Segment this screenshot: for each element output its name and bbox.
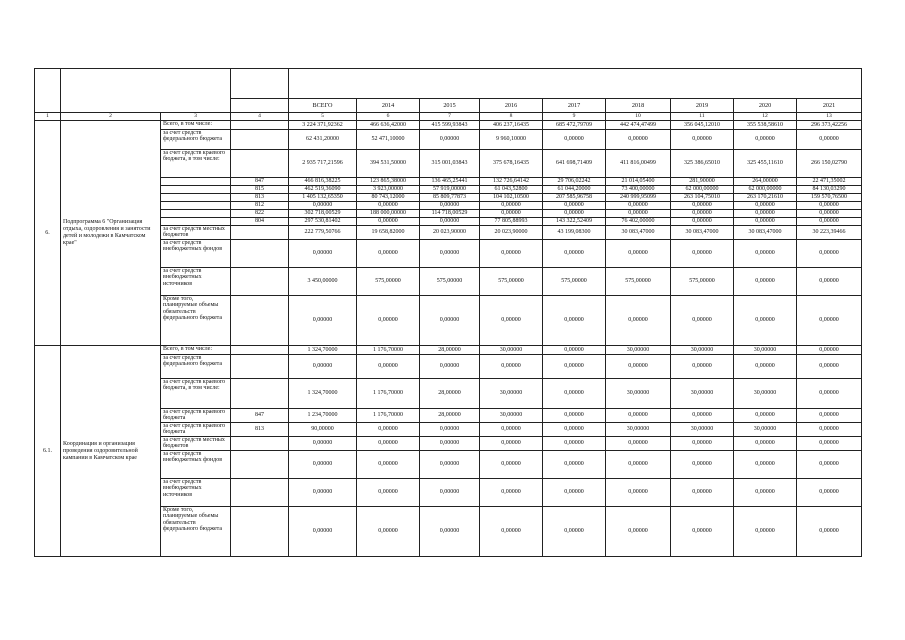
section2-value-cell: 28,00000 <box>420 346 480 355</box>
section1-value-cell: 143 322,52409 <box>543 218 606 226</box>
section1-value-cell: 356 045,12010 <box>671 121 734 130</box>
section1-value-cell: 411 816,00499 <box>606 150 671 178</box>
section2-value-cell: 0,00000 <box>797 451 862 479</box>
section1-value-cell: 264,00000 <box>734 178 797 186</box>
section1-value-cell: 0,00000 <box>671 210 734 218</box>
section2-value-cell: 0,00000 <box>797 507 862 557</box>
section2-value-cell: 0,00000 <box>480 479 543 507</box>
section2-value-cell: 0,00000 <box>289 479 357 507</box>
section1-value-cell: 442 474,47499 <box>606 121 671 130</box>
section2-value-cell: 28,00000 <box>420 409 480 423</box>
section2-value-cell: 0,00000 <box>671 479 734 507</box>
section1-value-cell: 0,00000 <box>289 202 357 210</box>
section1-value-cell: 30 083,47000 <box>734 226 797 240</box>
section2-value-cell: 0,00000 <box>606 355 671 379</box>
section2-value-cell: 0,00000 <box>606 451 671 479</box>
section1-value-cell: 0,00000 <box>606 210 671 218</box>
section2-row-label: Всего, в том числе: <box>161 346 231 355</box>
section2-row-label: за счет средств местных бюджетов <box>161 437 231 451</box>
section2-row-code: 813 <box>231 423 289 437</box>
section1-value-cell: 575,00000 <box>543 268 606 296</box>
section1-value-cell: 73 400,00000 <box>606 186 671 194</box>
section2-row-label: за счет средств федерального бюджета <box>161 355 231 379</box>
section2-value-cell: 0,00000 <box>671 355 734 379</box>
section1-value-cell: 0,00000 <box>734 218 797 226</box>
section1-row-code: 847 <box>231 178 289 186</box>
section1-value-cell: 0,00000 <box>480 240 543 268</box>
section1-value-cell: 61 043,52800 <box>480 186 543 194</box>
section2-row-code <box>231 437 289 451</box>
section1-value-cell: 315 001,03843 <box>420 150 480 178</box>
section2-value-cell: 0,00000 <box>606 507 671 557</box>
section1-row-label <box>161 178 231 186</box>
section2-value-cell: 0,00000 <box>606 479 671 507</box>
section1-value-cell: 30 083,47000 <box>671 226 734 240</box>
section2-value-cell: 0,00000 <box>671 437 734 451</box>
section1-row-code: 813 <box>231 194 289 202</box>
section1-value-cell: 84 130,03290 <box>797 186 862 194</box>
section2-value-cell: 0,00000 <box>797 379 862 409</box>
section1-value-cell: 0,00000 <box>797 268 862 296</box>
section2-value-cell: 0,00000 <box>797 409 862 423</box>
section1-value-cell: 0,00000 <box>480 210 543 218</box>
section1-row-code <box>231 130 289 150</box>
section2-value-cell: 0,00000 <box>734 355 797 379</box>
section1-value-cell: 0,00000 <box>734 130 797 150</box>
section1-value-cell: 0,00000 <box>543 130 606 150</box>
header-index-cell: 4 <box>231 113 289 121</box>
header-year: 2016 <box>480 99 543 113</box>
header-year: 2021 <box>797 99 862 113</box>
section1-value-cell: 0,00000 <box>357 218 420 226</box>
section2-value-cell: 1 176,70000 <box>357 409 420 423</box>
section1-value-cell: 20 023,90000 <box>480 226 543 240</box>
section2-value-cell: 0,00000 <box>420 423 480 437</box>
section2-value-cell: 0,00000 <box>289 437 357 451</box>
budget-table-sheet <box>34 68 862 557</box>
section1-value-cell: 1 405 132,65350 <box>289 194 357 202</box>
section2-value-cell: 30,00000 <box>671 346 734 355</box>
section2-row-code <box>231 507 289 557</box>
section1-value-cell: 296 373,42256 <box>797 121 862 130</box>
header-index-cell: 5 <box>289 113 357 121</box>
section2-value-cell: 0,00000 <box>420 507 480 557</box>
section1-value-cell: 0,00000 <box>606 202 671 210</box>
section2-value-cell: 30,00000 <box>480 379 543 409</box>
section1-value-cell: 30 223,39466 <box>797 226 862 240</box>
section2-value-cell: 0,00000 <box>543 355 606 379</box>
section2-value-cell: 0,00000 <box>357 355 420 379</box>
section1-value-cell: 575,00000 <box>357 268 420 296</box>
header-index-cell: 13 <box>797 113 862 121</box>
section1-value-cell: 297 530,81402 <box>289 218 357 226</box>
section1-row-code <box>231 150 289 178</box>
section1-value-cell: 52 471,10000 <box>357 130 420 150</box>
section2-value-cell: 30,00000 <box>606 379 671 409</box>
section1-value-cell: 104 102,10500 <box>480 194 543 202</box>
section1-value-cell: 394 531,50000 <box>357 150 420 178</box>
section1-value-cell: 62 431,20000 <box>289 130 357 150</box>
section2-value-cell: 0,00000 <box>606 437 671 451</box>
section1-value-cell: 62 000,00000 <box>671 186 734 194</box>
section2-value-cell: 0,00000 <box>671 451 734 479</box>
section2-value-cell: 0,00000 <box>543 379 606 409</box>
section2-value-cell: 30,00000 <box>671 423 734 437</box>
header-index-cell: 10 <box>606 113 671 121</box>
section2-value-cell: 0,00000 <box>734 437 797 451</box>
section1-row-code: 812 <box>231 202 289 210</box>
section1-value-cell: 2 935 717,21596 <box>289 150 357 178</box>
section2-value-cell: 0,00000 <box>734 451 797 479</box>
header-index-cell: 8 <box>480 113 543 121</box>
section1-value-cell: 263 170,21610 <box>734 194 797 202</box>
section2-value-cell: 0,00000 <box>420 355 480 379</box>
section2-row-label: за счет средств краевого бюджета, в том числе: <box>161 379 231 409</box>
section2-value-cell: 1 176,70000 <box>357 379 420 409</box>
section1-value-cell: 0,00000 <box>357 202 420 210</box>
header-year: 2015 <box>420 99 480 113</box>
section1-value-cell: 0,00000 <box>289 296 357 346</box>
section2-value-cell: 0,00000 <box>671 409 734 423</box>
section2-value-cell: 0,00000 <box>289 507 357 557</box>
section1-number: 6. <box>35 121 61 346</box>
section2-value-cell: 0,00000 <box>734 507 797 557</box>
section2-row-code <box>231 479 289 507</box>
section1-value-cell: 0,00000 <box>420 130 480 150</box>
section2-value-cell: 30,00000 <box>606 346 671 355</box>
header-code <box>231 69 289 99</box>
section1-value-cell: 0,00000 <box>797 296 862 346</box>
header-year: 2019 <box>671 99 734 113</box>
section2-name: Координация и организация проведения оздоровительной кампании в Камчатском крае <box>61 346 161 557</box>
header-year: 2018 <box>606 99 671 113</box>
section1-value-cell: 57 919,00000 <box>420 186 480 194</box>
section2-value-cell: 1 234,70000 <box>289 409 357 423</box>
section2-value-cell: 0,00000 <box>543 507 606 557</box>
section1-value-cell: 76 402,00000 <box>606 218 671 226</box>
section2-value-cell: 30,00000 <box>480 346 543 355</box>
section1-value-cell: 0,00000 <box>797 130 862 150</box>
section1-value-cell: 62 000,00000 <box>734 186 797 194</box>
section1-value-cell: 0,00000 <box>606 240 671 268</box>
section1-value-cell: 61 044,20000 <box>543 186 606 194</box>
section1-value-cell: 0,00000 <box>671 296 734 346</box>
section1-value-cell: 85 809,77873 <box>420 194 480 202</box>
section1-value-cell: 132 726,64142 <box>480 178 543 186</box>
section2-value-cell: 0,00000 <box>543 479 606 507</box>
header-index-cell: 9 <box>543 113 606 121</box>
section1-row <box>35 121 862 130</box>
section2-value-cell: 0,00000 <box>420 479 480 507</box>
header-year: 2017 <box>543 99 606 113</box>
section1-row-code: 822 <box>231 210 289 218</box>
section1-value-cell: 415 599,93843 <box>420 121 480 130</box>
section2-value-cell: 0,00000 <box>734 479 797 507</box>
header-grbs <box>231 99 289 113</box>
section1-value-cell: 43 199,08300 <box>543 226 606 240</box>
section1-value-cell: 22 471,35002 <box>797 178 862 186</box>
section1-value-cell: 0,00000 <box>543 210 606 218</box>
budget-table <box>34 68 862 557</box>
section2-value-cell: 30,00000 <box>606 423 671 437</box>
section1-value-cell: 466 816,38225 <box>289 178 357 186</box>
header-index-cell: 2 <box>61 113 161 121</box>
header-index-row <box>35 113 862 121</box>
section1-value-cell: 0,00000 <box>797 240 862 268</box>
section1-value-cell: 641 698,71409 <box>543 150 606 178</box>
section1-value-cell: 263 104,75010 <box>671 194 734 202</box>
header-year: 2020 <box>734 99 797 113</box>
section1-value-cell: 9 960,10000 <box>480 130 543 150</box>
section1-value-cell: 159 570,76500 <box>797 194 862 202</box>
section2-value-cell: 0,00000 <box>357 479 420 507</box>
section2-value-cell: 0,00000 <box>797 346 862 355</box>
section1-value-cell: 266 150,02790 <box>797 150 862 178</box>
section2-row-label: за счет средств внебюджетных фондов <box>161 451 231 479</box>
section1-value-cell: 114 718,00529 <box>420 210 480 218</box>
section1-value-cell: 0,00000 <box>420 296 480 346</box>
section1-value-cell: 466 636,42000 <box>357 121 420 130</box>
section1-row-label: за счет средств краевого бюджета, в том числе: <box>161 150 231 178</box>
section1-value-cell: 575,00000 <box>420 268 480 296</box>
section1-value-cell: 0,00000 <box>543 296 606 346</box>
section2-value-cell: 0,00000 <box>606 409 671 423</box>
header-index-cell: 7 <box>420 113 480 121</box>
section2-value-cell: 0,00000 <box>357 423 420 437</box>
header-no <box>35 69 61 113</box>
section1-value-cell: 0,00000 <box>420 240 480 268</box>
section1-value-cell: 188 000,00000 <box>357 210 420 218</box>
section2-value-cell: 30,00000 <box>671 379 734 409</box>
section1-value-cell: 0,00000 <box>543 202 606 210</box>
section1-row-label: за счет средств внебюджетных фондов <box>161 240 231 268</box>
section2-value-cell: 0,00000 <box>357 451 420 479</box>
section1-name: Подпрограмма 6 "Организация отдыха, оздоровления и занятости детей и молодежи в Камчатском крае" <box>61 121 161 346</box>
section1-value-cell: 240 999,95099 <box>606 194 671 202</box>
section1-value-cell: 29 706,02242 <box>543 178 606 186</box>
section1-value-cell: 0,00000 <box>606 296 671 346</box>
header-volume <box>289 69 862 99</box>
section1-value-cell: 0,00000 <box>671 218 734 226</box>
section1-value-cell: 21 014,05400 <box>606 178 671 186</box>
section1-value-cell: 406 237,16435 <box>480 121 543 130</box>
header-name <box>61 69 231 113</box>
section2-value-cell: 0,00000 <box>480 451 543 479</box>
section2-row-label: за счет средств краевого бюджета <box>161 409 231 423</box>
section2-row-code <box>231 379 289 409</box>
section2-row-code <box>231 355 289 379</box>
section1-value-cell: 3 224 371,92362 <box>289 121 357 130</box>
section1-value-cell: 30 083,47000 <box>606 226 671 240</box>
section1-row-label: Кроме того, планируемые объемы обязательств федерального бюджета <box>161 296 231 346</box>
section2-value-cell: 0,00000 <box>480 423 543 437</box>
section1-value-cell: 19 658,82000 <box>357 226 420 240</box>
section1-row-label <box>161 186 231 194</box>
section2-value-cell: 0,00000 <box>357 507 420 557</box>
section2-value-cell: 0,00000 <box>543 409 606 423</box>
header-index-cell: 1 <box>35 113 61 121</box>
section1-row-code <box>231 296 289 346</box>
section2-value-cell: 1 176,70000 <box>357 346 420 355</box>
section1-value-cell: 0,00000 <box>357 296 420 346</box>
section2-value-cell: 1 324,70000 <box>289 379 357 409</box>
section1-value-cell: 0,00000 <box>420 218 480 226</box>
section1-row-label <box>161 218 231 226</box>
section2-value-cell: 0,00000 <box>797 423 862 437</box>
section2-value-cell: 1 324,70000 <box>289 346 357 355</box>
section1-value-cell: 20 023,90000 <box>420 226 480 240</box>
section1-row-code: 815 <box>231 186 289 194</box>
section2-row-code <box>231 451 289 479</box>
section2-row-code <box>231 346 289 355</box>
section1-row-label: за счет средств федерального бюджета <box>161 130 231 150</box>
section1-value-cell: 222 779,50766 <box>289 226 357 240</box>
section1-row-label: Всего, в том числе: <box>161 121 231 130</box>
section1-row-code <box>231 240 289 268</box>
section1-value-cell: 0,00000 <box>734 202 797 210</box>
section1-value-cell: 0,00000 <box>671 130 734 150</box>
section1-value-cell: 281,90000 <box>671 178 734 186</box>
section1-row-code <box>231 268 289 296</box>
section1-row-label: за счет средств местных бюджетов <box>161 226 231 240</box>
section1-value-cell: 0,00000 <box>797 202 862 210</box>
section2-value-cell: 0,00000 <box>480 507 543 557</box>
section1-value-cell: 0,00000 <box>289 240 357 268</box>
section2-row-label: за счет средств внебюджетных источников <box>161 479 231 507</box>
section2-value-cell: 0,00000 <box>543 437 606 451</box>
section1-value-cell: 0,00000 <box>797 210 862 218</box>
section1-value-cell: 80 743,12000 <box>357 194 420 202</box>
section1-value-cell: 575,00000 <box>606 268 671 296</box>
section1-value-cell: 0,00000 <box>606 130 671 150</box>
section1-value-cell: 0,00000 <box>543 240 606 268</box>
section1-value-cell: 0,00000 <box>734 240 797 268</box>
section1-value-cell: 207 585,96758 <box>543 194 606 202</box>
section1-value-cell: 0,00000 <box>734 268 797 296</box>
section-2-body <box>35 346 862 557</box>
section1-value-cell: 0,00000 <box>671 202 734 210</box>
section1-value-cell: 325 455,11610 <box>734 150 797 178</box>
section2-value-cell: 0,00000 <box>289 451 357 479</box>
header-index-cell: 12 <box>734 113 797 121</box>
section1-value-cell: 0,00000 <box>734 296 797 346</box>
header-index-cell: 3 <box>161 113 231 121</box>
section2-row <box>35 346 862 355</box>
section2-row-label: Кроме того, планируемые объемы обязательств федерального бюджета <box>161 507 231 557</box>
section1-value-cell: 0,00000 <box>671 240 734 268</box>
section1-value-cell: 575,00000 <box>480 268 543 296</box>
section1-value-cell: 685 472,79709 <box>543 121 606 130</box>
section2-value-cell: 0,00000 <box>420 437 480 451</box>
section1-value-cell: 0,00000 <box>734 210 797 218</box>
section1-value-cell: 355 538,58610 <box>734 121 797 130</box>
section2-row-label: за счет средств краевого бюджета <box>161 423 231 437</box>
section1-value-cell: 123 865,38000 <box>357 178 420 186</box>
section1-value-cell: 0,00000 <box>480 296 543 346</box>
section2-value-cell: 28,00000 <box>420 379 480 409</box>
section1-value-cell: 462 519,36090 <box>289 186 357 194</box>
section1-value-cell: 136 465,25441 <box>420 178 480 186</box>
section2-value-cell: 0,00000 <box>357 437 420 451</box>
section2-row-code: 847 <box>231 409 289 423</box>
section1-row-label <box>161 210 231 218</box>
header-index-cell: 6 <box>357 113 420 121</box>
section1-row-code: 804 <box>231 218 289 226</box>
section2-value-cell: 0,00000 <box>797 437 862 451</box>
section1-value-cell: 575,00000 <box>671 268 734 296</box>
section2-value-cell: 30,00000 <box>734 379 797 409</box>
section2-value-cell: 0,00000 <box>543 451 606 479</box>
section1-value-cell: 3 450,00000 <box>289 268 357 296</box>
section2-value-cell: 30,00000 <box>734 346 797 355</box>
section2-value-cell: 0,00000 <box>480 437 543 451</box>
section1-value-cell: 0,00000 <box>480 202 543 210</box>
section2-value-cell: 0,00000 <box>543 346 606 355</box>
section-1-body <box>35 121 862 346</box>
section1-value-cell: 375 678,16435 <box>480 150 543 178</box>
section2-value-cell: 0,00000 <box>289 355 357 379</box>
section1-value-cell: 302 718,00529 <box>289 210 357 218</box>
section2-value-cell: 0,00000 <box>543 423 606 437</box>
section1-row-label <box>161 202 231 210</box>
header-index-cell: 11 <box>671 113 734 121</box>
section1-value-cell: 77 805,88993 <box>480 218 543 226</box>
section1-row-code <box>231 121 289 130</box>
section2-value-cell: 0,00000 <box>797 479 862 507</box>
section1-row-code <box>231 226 289 240</box>
header-year: 2014 <box>357 99 420 113</box>
section2-number: 6.1. <box>35 346 61 557</box>
section1-row-label: за счет средств внебюджетных источников <box>161 268 231 296</box>
header-year: ВСЕГО <box>289 99 357 113</box>
section2-value-cell: 30,00000 <box>480 409 543 423</box>
section1-row-label <box>161 194 231 202</box>
section1-value-cell: 0,00000 <box>797 218 862 226</box>
section2-value-cell: 0,00000 <box>480 355 543 379</box>
section1-value-cell: 0,00000 <box>357 240 420 268</box>
section2-value-cell: 0,00000 <box>734 409 797 423</box>
section2-value-cell: 0,00000 <box>420 451 480 479</box>
section2-value-cell: 90,00000 <box>289 423 357 437</box>
section2-value-cell: 0,00000 <box>797 355 862 379</box>
section1-value-cell: 3 923,00000 <box>357 186 420 194</box>
section2-value-cell: 30,00000 <box>734 423 797 437</box>
section2-value-cell: 0,00000 <box>671 507 734 557</box>
section1-value-cell: 0,00000 <box>420 202 480 210</box>
section1-value-cell: 325 386,65010 <box>671 150 734 178</box>
